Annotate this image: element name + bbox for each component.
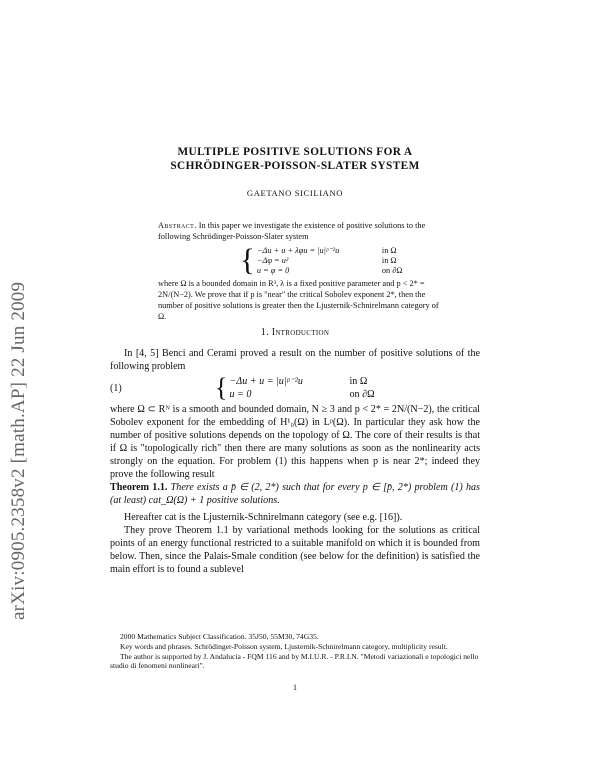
- title-line-1: MULTIPLE POSITIVE SOLUTIONS FOR A: [177, 146, 413, 158]
- abstract-system: [240, 242, 448, 277]
- page-number: 1: [293, 683, 297, 692]
- eq-rhs: in Ω: [349, 376, 368, 387]
- footnote: The author is supported by J. Andalucía - FQM 116 and by M.I.U.R. - P.R.I.N. "Metodi variazionali e topologici nello studio di fenomeni nonlineari".: [110, 651, 479, 671]
- footnote: Key words and phrases. Schrödinger-Poisson system, Ljusternik-Schnirelmann category, multiplicity result.: [120, 641, 448, 651]
- footnote: 2000 Mathematics Subject Classification. 35J50, 55M30, 74G35.: [120, 632, 319, 641]
- equation-1: [110, 375, 480, 401]
- equation-number: (1): [110, 382, 122, 394]
- abstract-intro: In this paper we investigate the existence of positive solutions to the following Schrödinger-Poisson-Slater system: [158, 221, 426, 241]
- paragraph: Hereafter cat is the Ljusternik-Schnirelmann category (see e.g. [16]).: [124, 512, 403, 523]
- eq-lhs: u = 0: [229, 389, 252, 400]
- eq-rhs: in Ω: [381, 256, 397, 265]
- left-brace: {: [215, 373, 228, 402]
- eq-lhs: −Δφ = u²: [256, 256, 289, 265]
- abstract-conclusion: where Ω is a bounded domain in R³, λ is a fixed positive parameter and p < 2* = 2N/(N−2). We prove that if p is "near" the critical Sobolev exponent 2*, then the number of positive solutions is greater then the Ljusternik-Schnirelmann category of Ω.: [158, 279, 439, 321]
- paragraph: They prove Theorem 1.1 by variational methods looking for the solutions as critical points of an energy functional restricted to a suitable manifold on which it is bounded from below. Then, since the Palais-Smale condition (see below for the definition) is satisfied the main effort is to found a sublevel: [110, 525, 480, 575]
- arxiv-identifier: arXiv:0905.2358v2 [math.AP] 22 Jun 2009: [8, 281, 29, 620]
- left-brace: {: [240, 242, 255, 277]
- body-text: [110, 347, 480, 576]
- paragraph: where Ω ⊂ Rᴺ is a smooth and bounded domain, N ≥ 3 and p < 2* = 2N/(N−2), the critical Sobolev exponent for the embedding of H¹₀(Ω) in Lᵖ(Ω). In particular they ask how the number of positive solutions depends on the topology of Ω. The core of their results is that if Ω is "topologically rich" then there are many solutions as soon as the nonlinearity acts strongly on the equation. For problem (1) this happens when p is near 2*; indeed they prove the following result: [110, 404, 480, 480]
- eq-lhs: −Δu + u + λφu = |u|ᵖ⁻²u: [256, 246, 340, 255]
- paragraph: In [4, 5] Benci and Cerami proved a result on the number of positive solutions of the following problem: [110, 348, 480, 372]
- eq-rhs: in Ω: [381, 246, 397, 255]
- theorem-label: Theorem 1.1.: [110, 482, 168, 493]
- theorem-text: There exists a p̄ ∈ (2, 2*) such that for every p ∈ [p̄, 2*) problem (1) has (at least) cat_Ω(Ω) + 1 positive solutions.: [110, 482, 480, 506]
- theorem: [110, 481, 480, 507]
- abstract-label: Abstract.: [158, 221, 197, 230]
- footnotes: [110, 632, 480, 671]
- eq-rhs: on ∂Ω: [349, 389, 375, 400]
- title-line-2: SCHRÖDINGER-POISSON-SLATER SYSTEM: [170, 160, 420, 172]
- paper-title: [110, 145, 480, 173]
- author: GAETANO SICILIANO: [246, 188, 344, 198]
- abstract: [158, 220, 448, 322]
- eq-rhs: on ∂Ω: [381, 266, 403, 275]
- eq-lhs: u = φ = 0: [256, 266, 290, 275]
- eq-lhs: −Δu + u = |u|ᵖ⁻²u: [229, 376, 303, 387]
- section-heading: 1. Introduction: [260, 327, 330, 338]
